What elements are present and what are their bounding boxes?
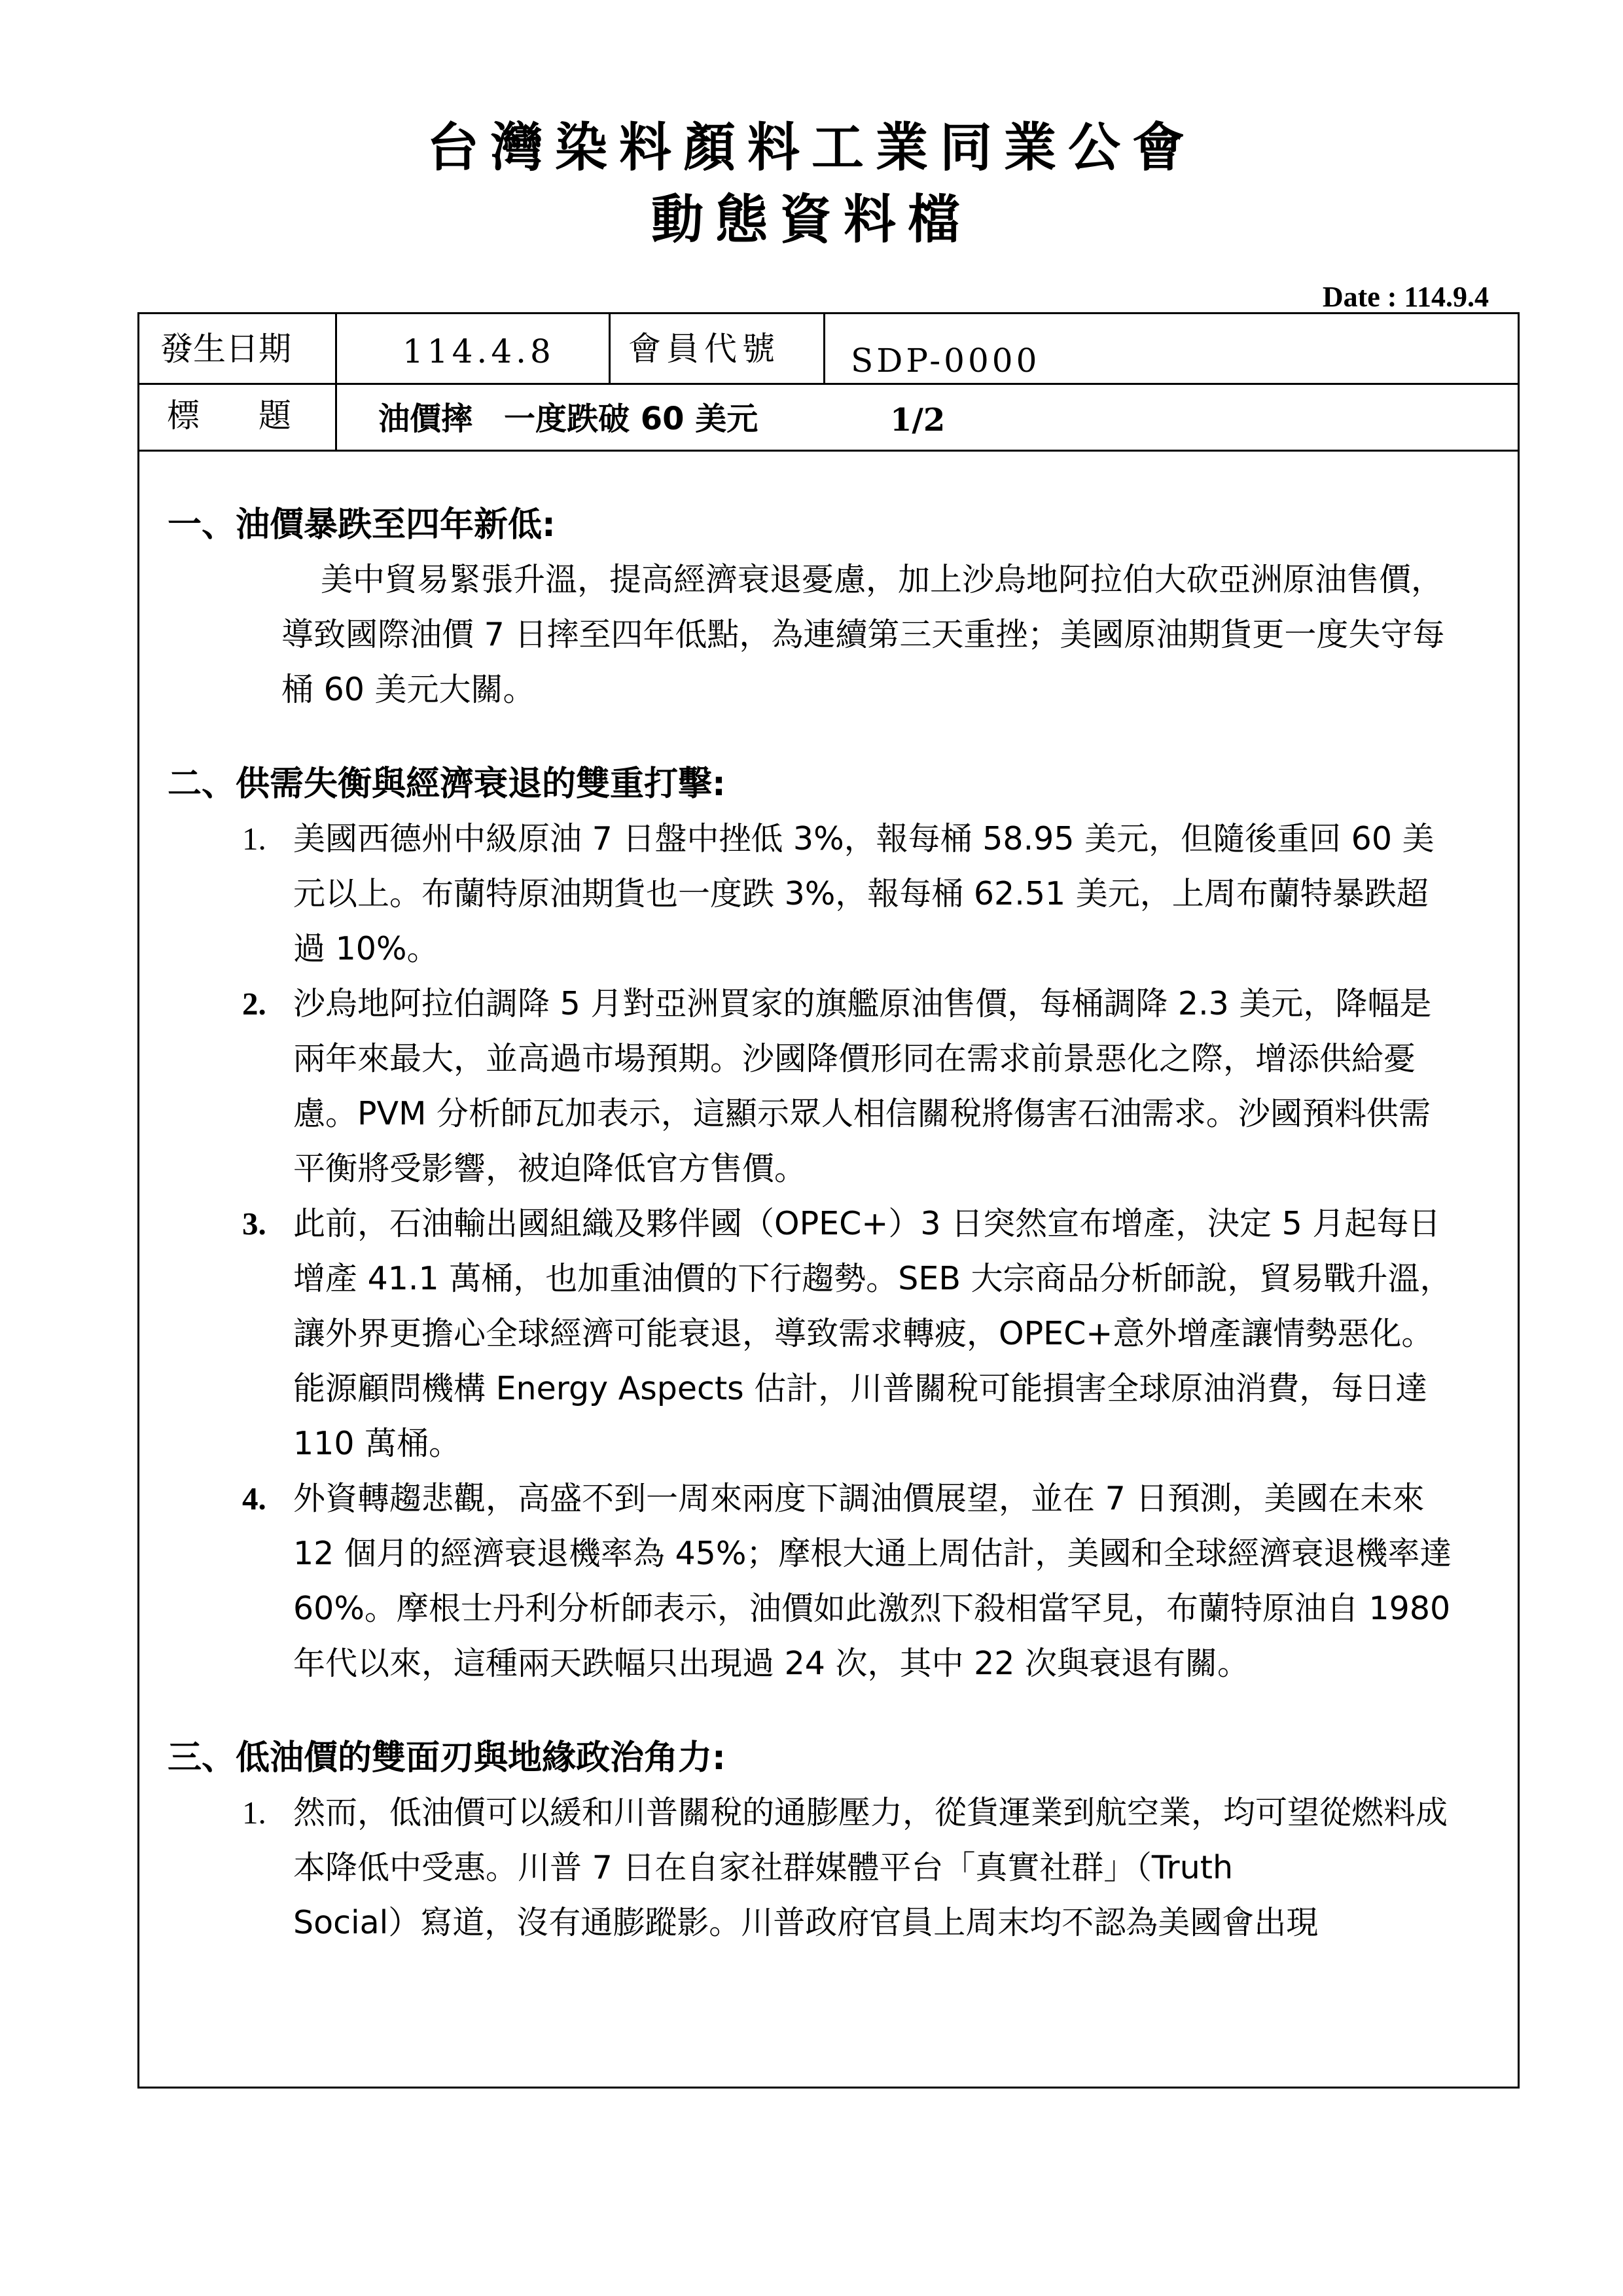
occurrence-date-value: 114.4.8 <box>402 332 555 370</box>
numbered-list <box>151 1785 1505 1950</box>
section-heading: 三、低油價的雙面刃與地緣政治角力: <box>168 1738 726 1778</box>
list-item <box>151 1196 1458 1471</box>
list-item <box>151 812 1458 977</box>
list-item-text: 美國西德州中級原油 7 日盤中挫低 3%，報每桶 58.95 美元，但隨後重回 60 美元以上。布蘭特原油期貨也一度跌 3%，報每桶 62.51 美元，上周布蘭特暴跌超過 10%。 <box>293 820 1435 967</box>
page-indicator: 1/2 <box>890 402 946 439</box>
list-item-continuation <box>151 1895 1458 1950</box>
list-item <box>151 1471 1458 1691</box>
subject-value: 油價摔 一度跌破 60 美元 <box>378 401 758 437</box>
document-title: 台灣染料顏料工業同業公會 <box>427 117 1196 178</box>
list-item-text: 然而，低油價可以緩和川普關稅的通膨壓力，從貨運業到航空業，均可望從燃料成本降低中受惠。川普 7 日在自家社群媒體平台「真實社群」（Truth <box>293 1794 1448 1886</box>
list-item <box>151 1785 1458 1895</box>
table-divider <box>137 450 1520 452</box>
list-item-text: 沙烏地阿拉伯調降 5 月對亞洲買家的旗艦原油售價，每桶調降 2.3 美元，降幅是兩年來最大，並高過市場預期。沙國降價形同在需求前景惡化之際，增添供給憂慮。PVM 分析師瓦加表示，這顯示眾人相信關稅將傷害石油需求。沙國預料供需平衡將受影響，被迫降低官方售價。 <box>293 985 1432 1187</box>
list-item-number: 4. <box>242 1480 266 1516</box>
numbered-list <box>151 812 1505 1691</box>
document-date: Date : 114.9.4 <box>1322 281 1489 313</box>
table-divider <box>137 383 1520 385</box>
table-divider <box>823 312 825 383</box>
section-heading: 一、油價暴跌至四年新低: <box>168 505 556 545</box>
occurrence-date-label: 發生日期 <box>160 330 291 368</box>
section-heading: 二、供需失衡與經濟衰退的雙重打擊: <box>168 764 726 804</box>
section-paragraph: 美中貿易緊張升溫，提高經濟衰退憂慮，加上沙烏地阿拉伯大砍亞洲原油售價，導致國際油價 7 日摔至四年低點，為連續第三天重挫；美國原油期貨更一度失守每桶 60 美元大關。 <box>281 561 1445 708</box>
member-code-value: SDP-0000 <box>851 342 1041 380</box>
list-item-number: 1. <box>242 821 266 857</box>
list-item <box>151 977 1458 1196</box>
list-item-number: 2. <box>242 986 266 1022</box>
list-item-number: 1. <box>242 1795 266 1831</box>
table-divider <box>609 312 611 383</box>
member-code-label: 會員代號 <box>628 330 780 368</box>
subject-label: 標 題 <box>167 397 304 435</box>
list-item-text: 外資轉趨悲觀，高盛不到一周來兩度下調油價展望，並在 7 日預測，美國在未來 12 個月的經濟衰退機率為 45%；摩根大通上周估計，美國和全球經濟衰退機率達 60%。摩根士丹利分析師表示，油價如此激烈下殺相當罕見，布蘭特原油自 1980 年代以來，這種兩天跌幅只出現過 24 次，其中 22 次與衰退有關。 <box>293 1480 1452 1682</box>
document-body <box>151 497 1505 1950</box>
list-item-number: 3. <box>242 1206 266 1242</box>
document-subtitle: 動態資料檔 <box>651 189 972 250</box>
list-item-text: Social）寫道，沒有通膨蹤影。川普政府官員上周末均不認為美國會出現 <box>293 1904 1319 1941</box>
list-item-text: 此前，石油輸出國組織及夥伴國（OPEC+）3 日突然宣布增產，決定 5 月起每日增產 41.1 萬桶，也加重油價的下行趨勢。SEB 大宗商品分析師說，貿易戰升溫，讓外界更擔心全球經濟可能衰退，導致需求轉疲，OPEC+意外增產讓情勢惡化。能源顧問機構 Energy Aspects 估計，川普關稅可能損害全球原油消費，每日達 110 萬桶。 <box>293 1205 1452 1462</box>
table-divider <box>335 312 337 450</box>
